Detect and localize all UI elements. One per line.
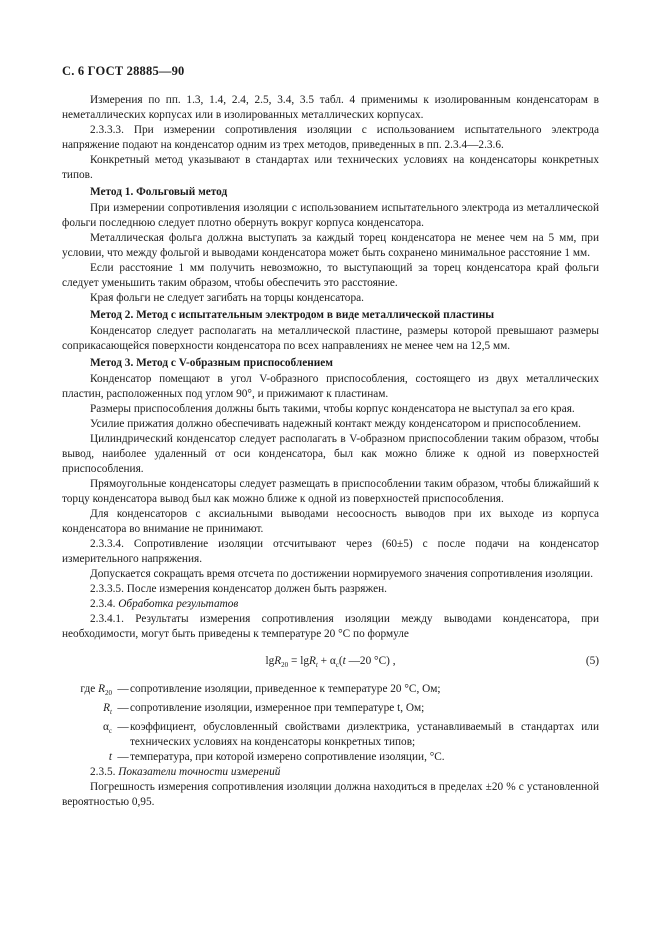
paragraph: 2.3.3.4. Сопротивление изоляции отсчитывают через (60±5) с после подачи на конденсатор измерительного напряжения. (62, 538, 599, 565)
paragraph: Конкретный метод указывают в стандартах или технических условиях на конденсаторы конкретных типов. (62, 154, 599, 181)
paragraph: 2.3.4.1. Результаты измерения сопротивления изоляции между выводами конденсатора, при необходимости, могут быть приведены к температуре 20 °С по формуле (62, 613, 599, 640)
paragraph: При измерении сопротивления изоляции с использованием испытательного электрода из металлической фольги последнюю следует плотно обернуть вокруг корпуса конденсатора. (62, 202, 599, 229)
paragraph: Измерения по пп. 1.3, 1.4, 2.4, 2.5, 3.4, 3.5 табл. 4 применимы к изолированным конденсаторам в неметаллических корпусах или в изолированных металлических корпусах. (62, 94, 599, 121)
definition-symbol: $R_t$ (103, 702, 112, 716)
definition-text: сопротивление изоляции, измеренное при температуре t, Ом; (130, 702, 425, 714)
definition-text: температура, при которой измерено сопротивление изоляции, °С. (130, 751, 445, 763)
definition-symbol: t (108, 751, 112, 763)
section-heading (62, 597, 599, 612)
method-1-title: Метод 1. Фольговый метод (90, 186, 228, 198)
method-3-title: Метод 3. Метод с V-образным приспособлением (90, 357, 333, 369)
formula-expression: $\lg R_{20} = \lg R_t + \alpha_c(t$ —20 °С) , (265, 655, 396, 669)
definition-symbol: где $R_{20}$ (80, 683, 112, 697)
section-title: Показатели точности измерений (118, 766, 281, 778)
formula (62, 654, 599, 670)
paragraph: Погрешность измерения сопротивления изоляции должна находиться в пределах ±20 % с установленной вероятностью 0,95. (62, 781, 599, 808)
definitions-list (62, 682, 599, 765)
paragraph: Размеры приспособления должны быть такими, чтобы корпус конденсатора не выступал за его края. (90, 403, 575, 415)
section-title: Обработка результатов (118, 598, 239, 610)
section-number: 2.3.4. (90, 598, 116, 610)
paragraph: Для конденсаторов с аксиальными выводами несоосность выводов при их выходе из корпуса конденсатора во внимание не принимают. (62, 508, 599, 535)
paragraph: Края фольги не следует загибать на торцы конденсатора. (90, 292, 364, 304)
paragraph: Конденсатор следует располагать на металлической пластине, размеры которой превышают размеры соприкасающейся поверхности конденсатора по всех направлениях не менее чем на 12,5 мм. (62, 325, 599, 352)
definition-item: где $R_{20}$ — сопротивление изоляции, приведенное к температуре 20 °С, Ом; (62, 682, 599, 701)
paragraph: Если расстояние 1 мм получить невозможно, то выступающий за торец конденсатора край фольги следует уменьшить таким образом, чтобы обеспечить это расстояние. (62, 262, 599, 289)
method-2-title: Метод 2. Метод с испытательным электродом в виде металлической пластины (90, 309, 495, 321)
document-page (62, 64, 599, 810)
paragraph: 2.3.3.5. После измерения конденсатор должен быть разряжен. (90, 583, 387, 595)
paragraph: Прямоугольные конденсаторы следует размещать в приспособлении таким образом, чтобы ближайший к торцу конденсатора вывод был как можно ближе к одной из поверхностей приспособления. (62, 478, 599, 505)
definition-item: $\alpha_c$ — коэффициент, обусловленный свойствами диэлектрика, устанавливаемый в стандартах или технических условиях на конденсаторы конкретных типов; (62, 720, 599, 750)
paragraph: Металлическая фольга должна выступать за каждый торец конденсатора не менее чем на 5 мм, при условии, что между фольгой и выводами конденсатора может быть сохранено минимальное расстояние 1 мм. (62, 232, 599, 259)
paragraph: Усилие прижатия должно обеспечивать надежный контакт между конденсатором и приспособлением. (90, 418, 581, 430)
page-header: С. 6 ГОСТ 28885—90 (62, 64, 185, 78)
section-number: 2.3.5. (90, 766, 116, 778)
formula-number: (5) (585, 655, 599, 667)
paragraph: Цилиндрический конденсатор следует располагать в V-образном приспособлении таким образом, чтобы вывод, наиболее удаленный от оси конденсатора, был как можно ближе к одной из поверхностей приспособления. (62, 433, 599, 475)
definition-text: сопротивление изоляции, приведенное к температуре 20 °С, Ом; (130, 683, 441, 695)
paragraph: 2.3.3.3. При измерении сопротивления изоляции с использованием испытательного электрода напряжение подают на конденсатор одним из трех методов, приведенных в пп. 2.3.4—2.3.6. (62, 124, 599, 151)
paragraph: Конденсатор помещают в угол V-образного приспособления, состоящего из двух металлических пластин, расположенных под углом 90°, и прижимают к пластинам. (62, 373, 599, 400)
definition-text: коэффициент, обусловленный свойствами диэлектрика, устанавливаемый в стандартах или технических условиях на конденсаторы конкретных типов; (130, 721, 599, 748)
definition-symbol: $\alpha_c$ (102, 721, 112, 735)
definition-item: t — температура, при которой измерено сопротивление изоляции, °С. (62, 750, 599, 765)
paragraph: Допускается сокращать время отсчета по достижении нормируемого значения сопротивления изоляции. (90, 568, 594, 580)
definition-item: $R_t$ — сопротивление изоляции, измеренное при температуре t, Ом; (62, 701, 599, 720)
section-heading (62, 765, 599, 780)
